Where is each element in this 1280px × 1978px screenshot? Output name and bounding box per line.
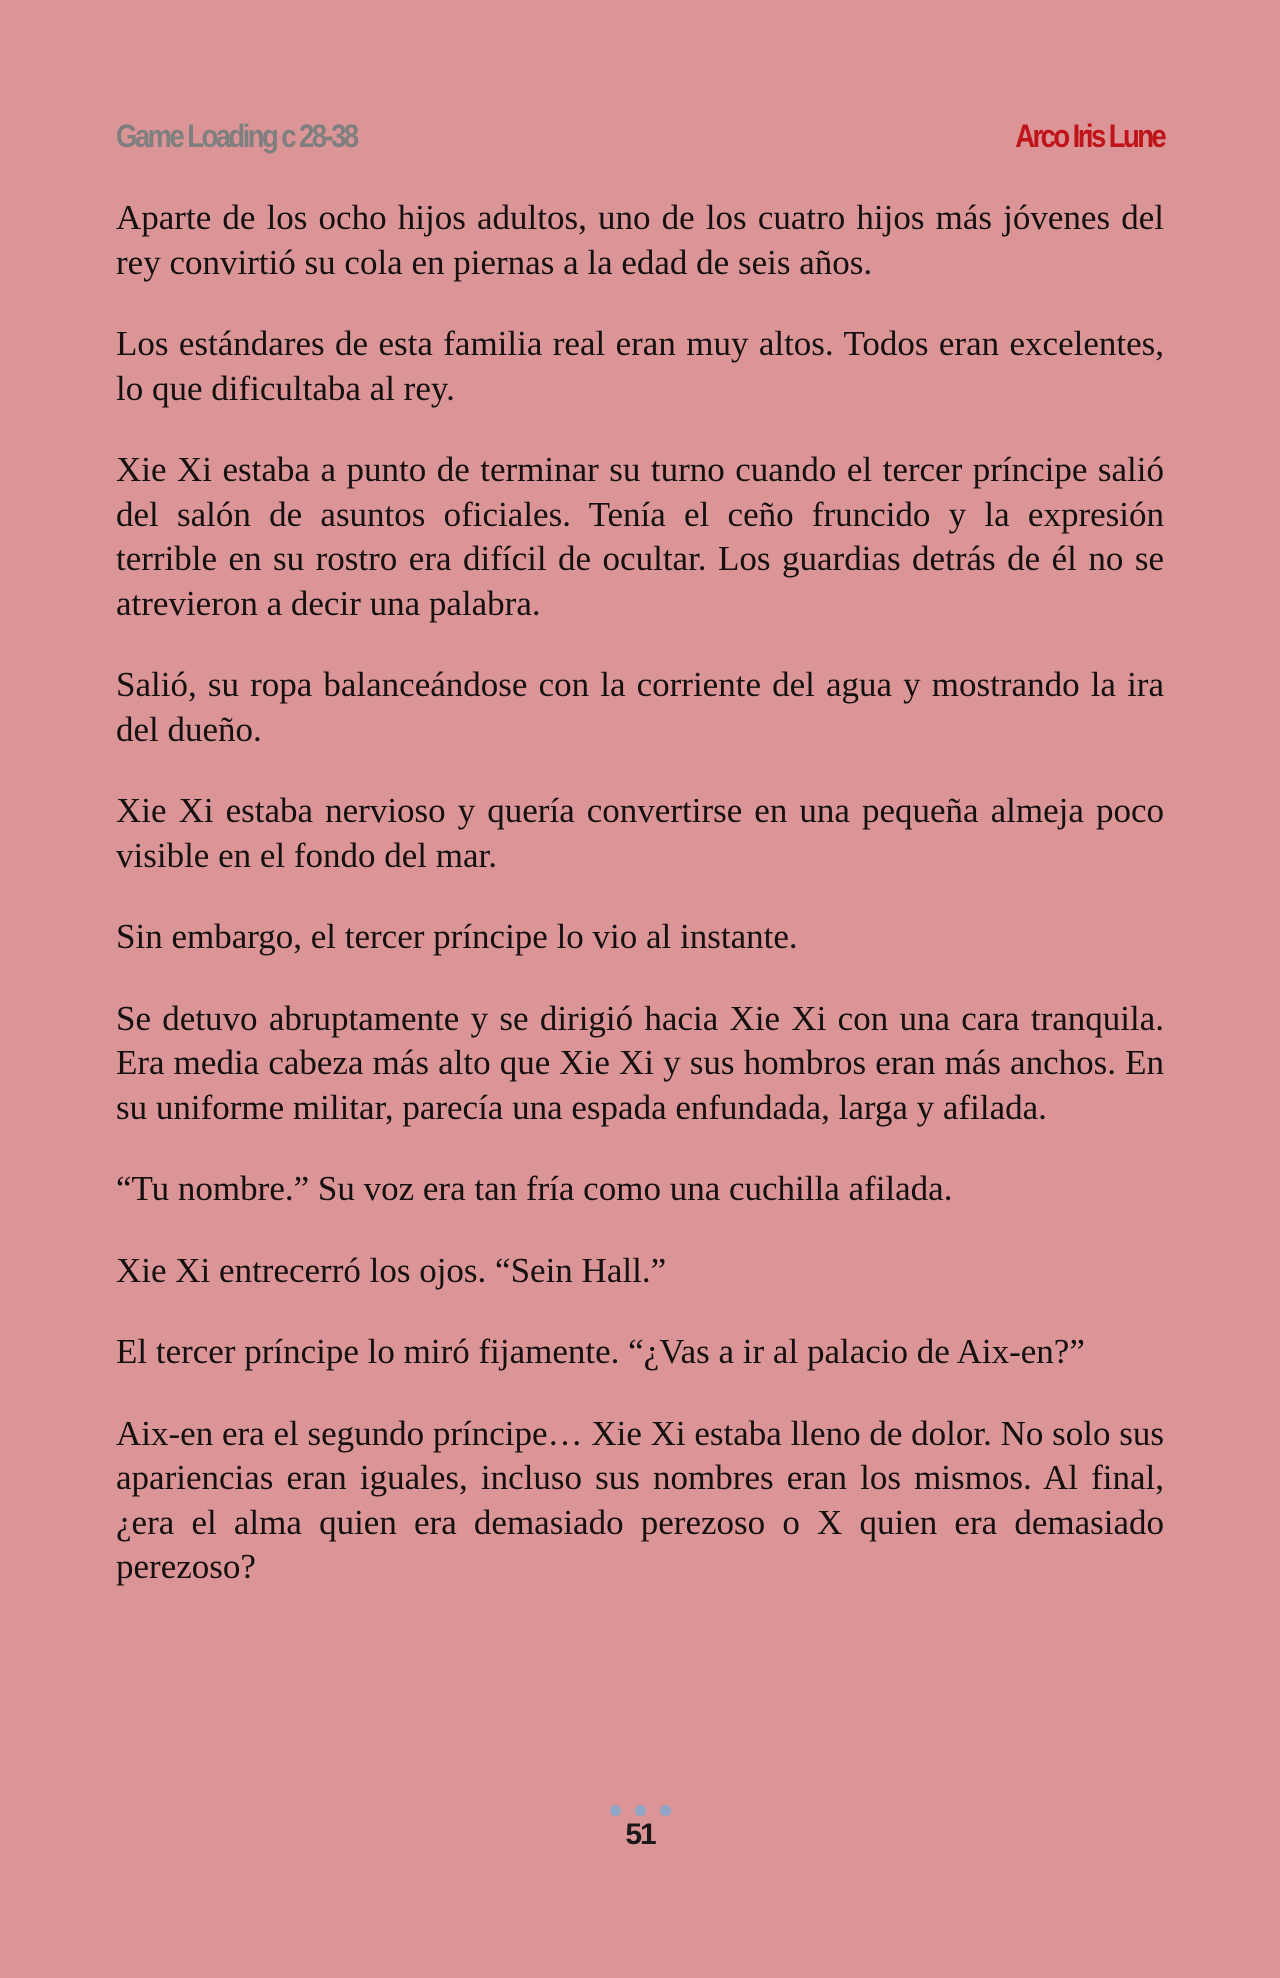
paragraph: Xie Xi estaba nervioso y quería convertirse en una pequeña almeja poco visible en el fondo del mar. <box>116 791 1164 875</box>
page-header <box>116 118 1164 162</box>
paragraph: Se detuvo abruptamente y se dirigió hacia Xie Xi con una cara tranquila. Era media cabeza más alto que Xie Xi y sus hombros eran más anchos. En su uniforme militar, parecía una espada enfundada, larga y afilada. <box>116 998 1164 1127</box>
paragraph: Xie Xi entrecerró los ojos. “Sein Hall.” <box>116 1250 667 1290</box>
translator-credit-header: Arco Iris Lune <box>1015 118 1164 154</box>
paragraph: Salió, su ropa balanceándose con la corriente del agua y mostrando la ira del dueño. <box>116 665 1164 749</box>
paragraph: “Tu nombre.” Su voz era tan fría como una cuchilla afilada. <box>116 1169 953 1208</box>
dot-icon <box>610 1805 621 1816</box>
paragraph: Xie Xi estaba a punto de terminar su turno cuando el tercer príncipe salió del salón de asuntos oficiales. Tenía el ceño fruncido y la expresión terrible en su rostro era difícil de ocultar. Los guardias detrás de él no se atrevieron a decir una palabra. <box>116 450 1164 623</box>
paragraph: Aparte de los ocho hijos adultos, uno de los cuatro hijos más jóvenes del rey convirtió su cola en piernas a la edad de seis años. <box>116 198 1164 282</box>
chapter-body <box>116 196 1164 1627</box>
dot-icon <box>635 1805 646 1816</box>
paragraph: Los estándares de esta familia real eran muy altos. Todos eran excelentes, lo que dificultaba al rey. <box>116 324 1164 408</box>
dot-icon <box>660 1805 671 1816</box>
page-number: 51 <box>625 1818 655 1851</box>
paragraph: Sin embargo, el tercer príncipe lo vio al instante. <box>116 917 798 956</box>
page-ornament-dots <box>0 1803 1280 1817</box>
paragraph: Aix-en era el segundo príncipe… Xie Xi estaba lleno de dolor. No solo sus apariencias eran iguales, incluso sus nombres eran los mismos. Al final, ¿era el alma quien era demasiado perezoso o X quien era demasiado perezoso? <box>116 1413 1164 1586</box>
paragraph: El tercer príncipe lo miró fijamente. “¿Vas a ir al palacio de Aix-en?” <box>116 1332 1085 1371</box>
book-title-header: Game Loading c 28-38 <box>116 118 357 154</box>
